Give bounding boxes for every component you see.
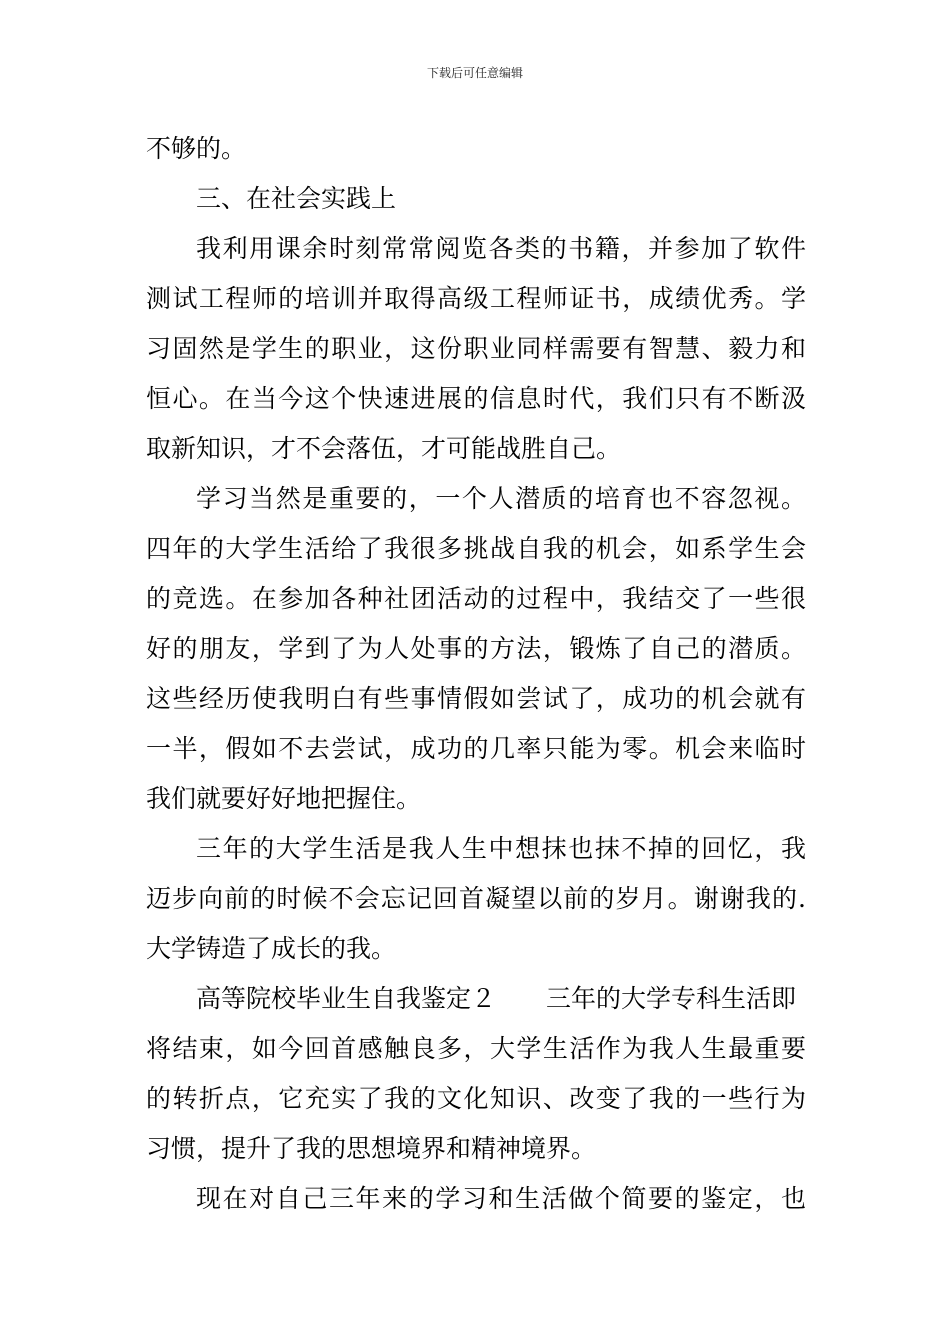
subheading-title: 高等院校毕业生自我鉴定２: [196, 984, 497, 1013]
text-line: 一半，假如不去尝试，成功的几率只能为零。机会来临时: [146, 734, 806, 763]
text-line: 我利用课余时刻常常阅览各类的书籍，并参加了软件: [196, 234, 806, 263]
page-header-note: 下载后可任意编辑: [426, 66, 523, 80]
text-line: 这些经历使我明白有些事情假如尝试了，成功的机会就有: [146, 684, 806, 713]
text-line: 取新知识，才不会落伍，才可能战胜自己。: [146, 434, 622, 463]
text-line: 的转折点，它充实了我的文化知识、改变了我的一些行为: [146, 1084, 806, 1113]
text-line: 将结束，如今回首感触良多，大学生活作为我人生最重要: [146, 1034, 806, 1063]
text-line: 我们就要好好地把握住。: [146, 784, 422, 813]
text-line: 的竞选。在参加各种社团活动的过程中，我结交了一些很: [146, 584, 806, 613]
section-heading: 三、在社会实践上: [196, 184, 397, 213]
text-line: 大学铸造了成长的我。: [146, 934, 397, 963]
text-line: 测试工程师的培训并取得高级工程师证书，成绩优秀。学: [146, 284, 806, 313]
text-line: 现在对自己三年来的学习和生活做个简要的鉴定，也: [196, 1184, 806, 1213]
text-fragment: 三年的大学专科生活即: [546, 984, 797, 1013]
text-line: 不够的。: [146, 134, 247, 163]
document-body: [146, 124, 806, 1224]
text-line: 恒心。在当今这个快速进展的信息时代，我们只有不断汲: [146, 384, 806, 413]
text-line-with-subheading: [146, 974, 806, 1024]
text-line: 习固然是学生的职业，这份职业同样需要有智慧、毅力和: [146, 334, 806, 363]
text-line: 习惯，提升了我的思想境界和精神境界。: [146, 1134, 597, 1163]
text-line: 三年的大学生活是我人生中想抹也抹不掉的回忆，我: [196, 834, 806, 863]
text-line: 四年的大学生活给了我很多挑战自我的机会，如系学生会: [146, 534, 806, 563]
text-line: 好的朋友，学到了为人处事的方法，锻炼了自己的潜质。: [146, 634, 806, 663]
text-line: 学习当然是重要的，一个人潜质的培育也不容忽视。: [196, 484, 806, 513]
text-line: 迈步向前的时候不会忘记回首凝望以前的岁月。谢谢我的.: [146, 884, 806, 913]
